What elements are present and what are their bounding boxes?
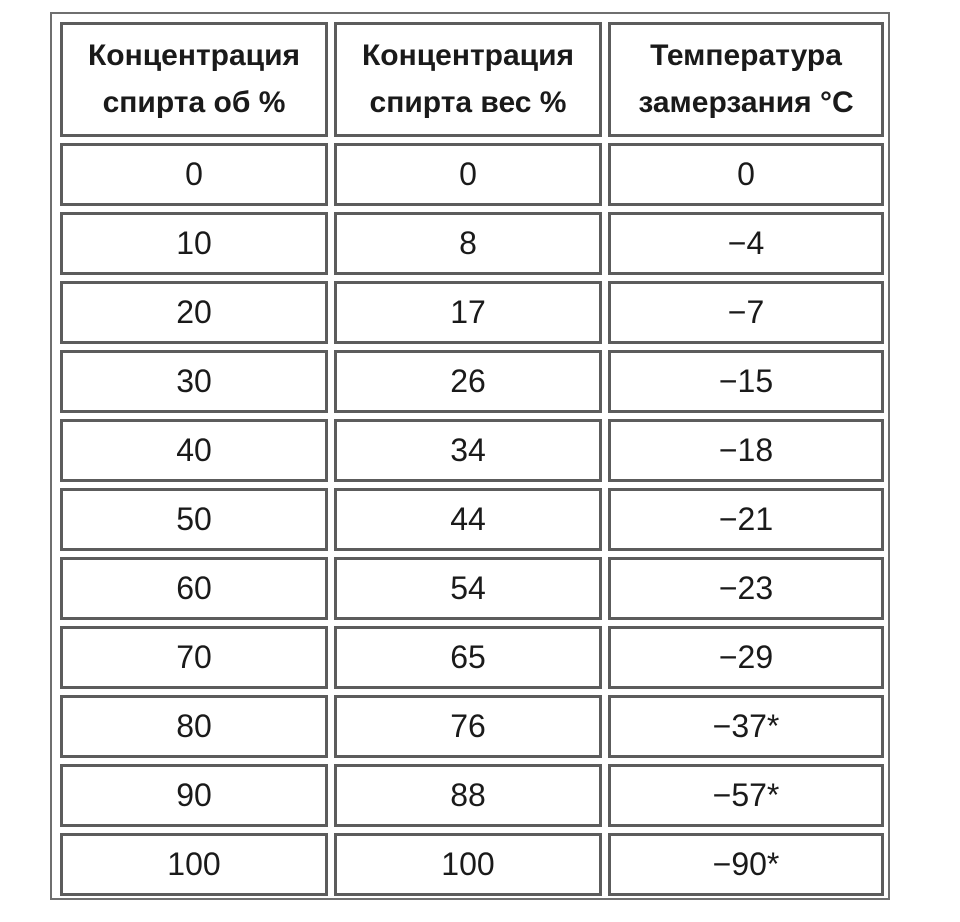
cell-freezing-temperature: −23 <box>608 557 884 620</box>
header-line: замерзания °С <box>638 85 854 119</box>
cell-volume-percent: 70 <box>60 626 328 689</box>
table-row <box>60 557 884 620</box>
cell-freezing-temperature: −29 <box>608 626 884 689</box>
cell-volume-percent: 0 <box>60 143 328 206</box>
cell-volume-percent: 80 <box>60 695 328 758</box>
table-row <box>60 626 884 689</box>
cell-freezing-temperature: −37* <box>608 695 884 758</box>
table-frame <box>50 12 890 900</box>
cell-weight-percent: 65 <box>334 626 602 689</box>
cell-weight-percent: 44 <box>334 488 602 551</box>
table-row <box>60 488 884 551</box>
cell-weight-percent: 0 <box>334 143 602 206</box>
cell-freezing-temperature: −21 <box>608 488 884 551</box>
cell-volume-percent: 90 <box>60 764 328 827</box>
cell-weight-percent: 17 <box>334 281 602 344</box>
table-row <box>60 833 884 896</box>
cell-volume-percent: 50 <box>60 488 328 551</box>
cell-weight-percent: 54 <box>334 557 602 620</box>
cell-freezing-temperature: −90* <box>608 833 884 896</box>
cell-freezing-temperature: −15 <box>608 350 884 413</box>
header-row <box>60 22 884 137</box>
table-body <box>60 143 884 896</box>
cell-volume-percent: 20 <box>60 281 328 344</box>
header-line: спирта вес % <box>369 85 567 119</box>
header-volume-percent <box>60 22 328 137</box>
cell-freezing-temperature: −18 <box>608 419 884 482</box>
cell-volume-percent: 60 <box>60 557 328 620</box>
cell-freezing-temperature: −4 <box>608 212 884 275</box>
cell-freezing-temperature: −57* <box>608 764 884 827</box>
table-row <box>60 143 884 206</box>
table-row <box>60 212 884 275</box>
table-row <box>60 419 884 482</box>
cell-weight-percent: 26 <box>334 350 602 413</box>
header-freezing-temperature <box>608 22 884 137</box>
table-row <box>60 695 884 758</box>
cell-weight-percent: 100 <box>334 833 602 896</box>
header-line: Концентрация <box>361 39 575 72</box>
header-line: спирта об % <box>102 85 286 119</box>
cell-freezing-temperature: −7 <box>608 281 884 344</box>
header-weight-percent <box>334 22 602 137</box>
table-row <box>60 281 884 344</box>
cell-weight-percent: 34 <box>334 419 602 482</box>
cell-volume-percent: 10 <box>60 212 328 275</box>
cell-volume-percent: 30 <box>60 350 328 413</box>
header-line: Температура <box>650 39 842 72</box>
cell-weight-percent: 76 <box>334 695 602 758</box>
cell-weight-percent: 8 <box>334 212 602 275</box>
table-row <box>60 350 884 413</box>
table-row <box>60 764 884 827</box>
freezing-point-table <box>54 16 890 902</box>
cell-freezing-temperature: 0 <box>608 143 884 206</box>
cell-weight-percent: 88 <box>334 764 602 827</box>
cell-volume-percent: 100 <box>60 833 328 896</box>
header-line: Концентрация <box>87 39 301 72</box>
cell-volume-percent: 40 <box>60 419 328 482</box>
